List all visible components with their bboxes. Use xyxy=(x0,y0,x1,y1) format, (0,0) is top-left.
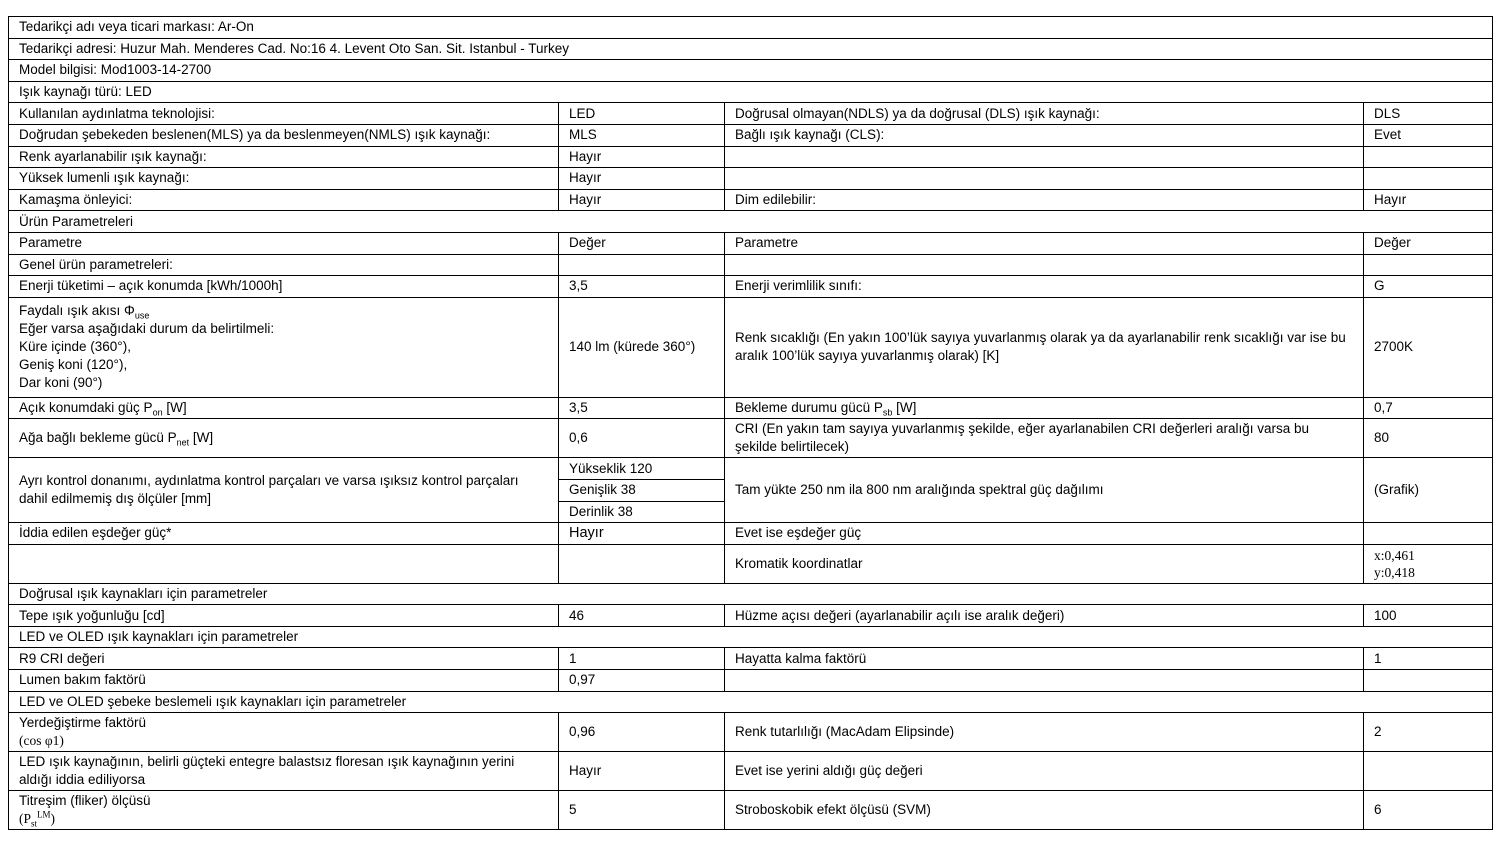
flicker-subscript: st xyxy=(31,818,38,829)
psb-unit: [W] xyxy=(892,400,917,416)
color-consistency-value: 2 xyxy=(1364,713,1493,752)
high-lumen-label: Yüksek lumenli ışık kaynağı: xyxy=(9,168,559,190)
energy-label: Enerji tüketimi – açık konumda [kWh/1000h] xyxy=(9,276,559,298)
chromaticity-y: y:0,418 xyxy=(1374,564,1415,580)
column-header: Parametre xyxy=(725,232,1364,254)
standby-power-value: 0,7 xyxy=(1364,397,1493,419)
light-source-type: Işık kaynağı türü: LED xyxy=(9,81,1493,103)
table-row xyxy=(9,103,1493,125)
dimensions-label: Ayrı kontrol donanımı, aydınlatma kontrol parçaları ve varsa ışıksız kontrol parçaları dahil edilmemiş dış ölçüler [mm] xyxy=(9,458,559,523)
table-row xyxy=(9,254,1493,276)
product-info-table xyxy=(8,16,1493,830)
empty-cell xyxy=(559,254,725,276)
mains-section-title: LED ve OLED şebeke beslemeli ışık kaynakları için parametreler xyxy=(9,691,1493,713)
cls-label: Bağlı ışık kaynağı (CLS): xyxy=(725,124,1364,146)
dimension-width: Genişlik 38 xyxy=(559,479,725,501)
table-row xyxy=(9,458,1493,480)
table-row xyxy=(9,626,1493,648)
table-row xyxy=(9,146,1493,168)
table-row xyxy=(9,691,1493,713)
model-info: Model bilgisi: Mod1003-14-2700 xyxy=(9,60,1493,82)
pnet-subscript: net xyxy=(176,438,190,448)
chromaticity-label: Kromatik koordinatlar xyxy=(725,544,1364,583)
luminous-flux-value: 140 lm (kürede 360°) xyxy=(559,297,725,397)
table-row xyxy=(9,791,1493,830)
empty-cell xyxy=(1364,670,1493,692)
table-row xyxy=(9,670,1493,692)
table-row xyxy=(9,752,1493,791)
displacement-factor-value: 0,96 xyxy=(559,713,725,752)
flux-label-text: Faydalı ışık akısı Φ xyxy=(19,303,135,319)
standby-power-label xyxy=(725,397,1364,419)
table-row xyxy=(9,189,1493,211)
cls-value: Evet xyxy=(1364,124,1493,146)
cri-label: CRI (En yakın tam sayıya yuvarlanmış şekilde, eğer ayarlanabilen CRI değerleri aralığı varsa bu şekilde belirtilecek) xyxy=(725,419,1364,458)
table-row xyxy=(9,713,1493,752)
dimmable-label: Dim edilebilir: xyxy=(725,189,1364,211)
survival-factor-label: Hayatta kalma faktörü xyxy=(725,648,1364,670)
spectral-distribution-label: Tam yükte 250 nm ila 800 nm aralığında spektral güç dağılımı xyxy=(725,458,1364,523)
dimension-depth: Derinlik 38 xyxy=(559,501,725,523)
empty-cell xyxy=(1364,146,1493,168)
high-lumen-value: Hayır xyxy=(559,168,725,190)
flicker-formula xyxy=(19,810,548,828)
flicker-label xyxy=(9,791,559,830)
equivalent-power-yes-value xyxy=(1364,523,1493,545)
color-tunable-label: Renk ayarlanabilir ışık kaynağı: xyxy=(9,146,559,168)
empty-cell xyxy=(9,544,559,583)
flicker-symbol: (P xyxy=(19,811,32,827)
table-row xyxy=(9,81,1493,103)
empty-cell xyxy=(725,146,1364,168)
energy-class-value: G xyxy=(1364,276,1493,298)
table-row xyxy=(9,276,1493,298)
pon-unit: [W] xyxy=(162,400,187,416)
empty-cell xyxy=(725,670,1364,692)
table-row xyxy=(9,211,1493,233)
on-mode-power-value: 3,5 xyxy=(559,397,725,419)
energy-class-label: Enerji verimlilik sınıfı: xyxy=(725,276,1364,298)
mls-value: MLS xyxy=(559,124,725,146)
column-header: Değer xyxy=(559,232,725,254)
chromaticity-x: x:0,461 xyxy=(1374,547,1415,563)
flicker-value: 5 xyxy=(559,791,725,830)
column-header: Değer xyxy=(1364,232,1493,254)
flicker-close: ) xyxy=(50,811,56,827)
on-mode-power-label xyxy=(9,397,559,419)
psb-text: Bekleme durumu gücü P xyxy=(735,400,883,416)
table-row xyxy=(9,544,1493,583)
empty-cell xyxy=(559,544,725,583)
table-row xyxy=(9,397,1493,419)
chromaticity-value xyxy=(1364,544,1493,583)
equivalent-power-yes-label: Evet ise eşdeğer güç xyxy=(725,523,1364,545)
ndls-label: Doğrusal olmayan(NDLS) ya da doğrusal (DLS) ışık kaynağı: xyxy=(725,103,1364,125)
replacement-claim-value: Hayır xyxy=(559,752,725,791)
color-temp-label: Renk sıcaklığı (En yakın 100’lük sayıya yuvarlanmış olarak ya da ayarlanabilir renk sıcaklığı var ise bu aralık 100’lük sayıya yuvarlanmış olarak) [K] xyxy=(725,297,1364,397)
table-row xyxy=(9,297,1493,397)
equivalent-power-label: İddia edilen eşdeğer güç* xyxy=(9,523,559,545)
psb-subscript: sb xyxy=(882,407,893,418)
equivalent-power-value: Hayır xyxy=(559,523,725,545)
peak-intensity-value: 46 xyxy=(559,605,725,627)
table-row xyxy=(9,17,1493,39)
displacement-factor-label xyxy=(9,713,559,752)
displacement-factor-text: Yerdeğiştirme faktörü xyxy=(19,715,147,731)
network-standby-label xyxy=(9,419,559,458)
beam-angle-label: Hüzme açısı değeri (ayarlanabilir açılı ise aralık değeri) xyxy=(725,605,1364,627)
stroboscopic-label: Stroboskobik efekt ölçüsü (SVM) xyxy=(725,791,1364,830)
lumen-maintenance-value: 0,97 xyxy=(559,670,725,692)
luminous-flux-label xyxy=(9,297,559,397)
table-row xyxy=(9,232,1493,254)
table-row xyxy=(9,648,1493,670)
beam-angle-value: 100 xyxy=(1364,605,1493,627)
table-row xyxy=(9,168,1493,190)
ndls-value: DLS xyxy=(1364,103,1493,125)
replacement-claim-label: LED ışık kaynağının, belirli güçteki entegre balastsız floresan ışık kaynağının yerini aldığı iddia ediliyorsa xyxy=(9,752,559,791)
empty-cell xyxy=(725,168,1364,190)
table-row xyxy=(9,419,1493,458)
lumen-maintenance-label: Lumen bakım faktörü xyxy=(9,670,559,692)
anti-glare-label: Kamaşma önleyici: xyxy=(9,189,559,211)
mls-label: Doğrudan şebekeden beslenen(MLS) ya da beslenmeyen(NMLS) ışık kaynağı: xyxy=(9,124,559,146)
displacement-factor-formula: (cos φ1) xyxy=(19,733,64,749)
flicker-superscript: LM xyxy=(37,809,51,820)
table-row xyxy=(9,605,1493,627)
network-standby-value: 0,6 xyxy=(559,419,725,458)
table-row xyxy=(9,124,1493,146)
technology-value: LED xyxy=(559,103,725,125)
table-row xyxy=(9,60,1493,82)
product-info-sheet xyxy=(8,16,1493,830)
pnet-unit: [W] xyxy=(189,430,214,446)
supplier-address: Tedarikçi adresi: Huzur Mah. Menderes Cad. No:16 4. Levent Oto San. Sit. Istanbul - Turkey xyxy=(9,38,1493,60)
led-section-title: LED ve OLED ışık kaynakları için parametreler xyxy=(9,626,1493,648)
pon-subscript: on xyxy=(152,407,163,418)
flux-subscript: use xyxy=(134,310,150,321)
color-consistency-label: Renk tutarlılığı (MacAdam Elipsinde) xyxy=(725,713,1364,752)
cri-value: 80 xyxy=(1364,419,1493,458)
pnet-text: Ağa bağlı bekleme gücü P xyxy=(19,430,177,446)
section-title: Ürün Parametreleri xyxy=(9,211,1493,233)
color-tunable-value: Hayır xyxy=(559,146,725,168)
flux-narrow-cone: Dar koni (90°) xyxy=(19,375,103,391)
empty-cell xyxy=(725,254,1364,276)
column-header: Parametre xyxy=(9,232,559,254)
energy-value: 3,5 xyxy=(559,276,725,298)
supplier-name: Tedarikçi adı veya ticari markası: Ar-On xyxy=(9,17,1493,39)
dls-section-title: Doğrusal ışık kaynakları için parametreler xyxy=(9,583,1493,605)
r9-label: R9 CRI değeri xyxy=(9,648,559,670)
dimmable-value: Hayır xyxy=(1364,189,1493,211)
replacement-power-value xyxy=(1364,752,1493,791)
color-temp-value: 2700K xyxy=(1364,297,1493,397)
empty-cell xyxy=(1364,168,1493,190)
peak-intensity-label: Tepe ışık yoğunluğu [cd] xyxy=(9,605,559,627)
technology-label: Kullanılan aydınlatma teknolojisi: xyxy=(9,103,559,125)
table-row xyxy=(9,583,1493,605)
pon-text: Açık konumdaki güç P xyxy=(19,400,153,416)
dimension-height: Yükseklik 120 xyxy=(559,458,725,480)
flux-wide-cone: Geniş koni (120°), xyxy=(19,357,128,373)
replacement-power-label: Evet ise yerini aldığı güç değeri xyxy=(725,752,1364,791)
spectral-distribution-value: (Grafik) xyxy=(1364,458,1493,523)
anti-glare-value: Hayır xyxy=(559,189,725,211)
r9-value: 1 xyxy=(559,648,725,670)
flicker-text: Titreşim (fliker) ölçüsü xyxy=(19,793,151,809)
survival-factor-value: 1 xyxy=(1364,648,1493,670)
stroboscopic-value: 6 xyxy=(1364,791,1493,830)
empty-cell xyxy=(1364,254,1493,276)
general-params-title: Genel ürün parametreleri: xyxy=(9,254,559,276)
table-row xyxy=(9,38,1493,60)
table-row xyxy=(9,523,1493,545)
flux-sphere: Küre içinde (360°), xyxy=(19,339,131,355)
flux-note: Eğer varsa aşağıdaki durum da belirtilmeli: xyxy=(19,321,275,337)
